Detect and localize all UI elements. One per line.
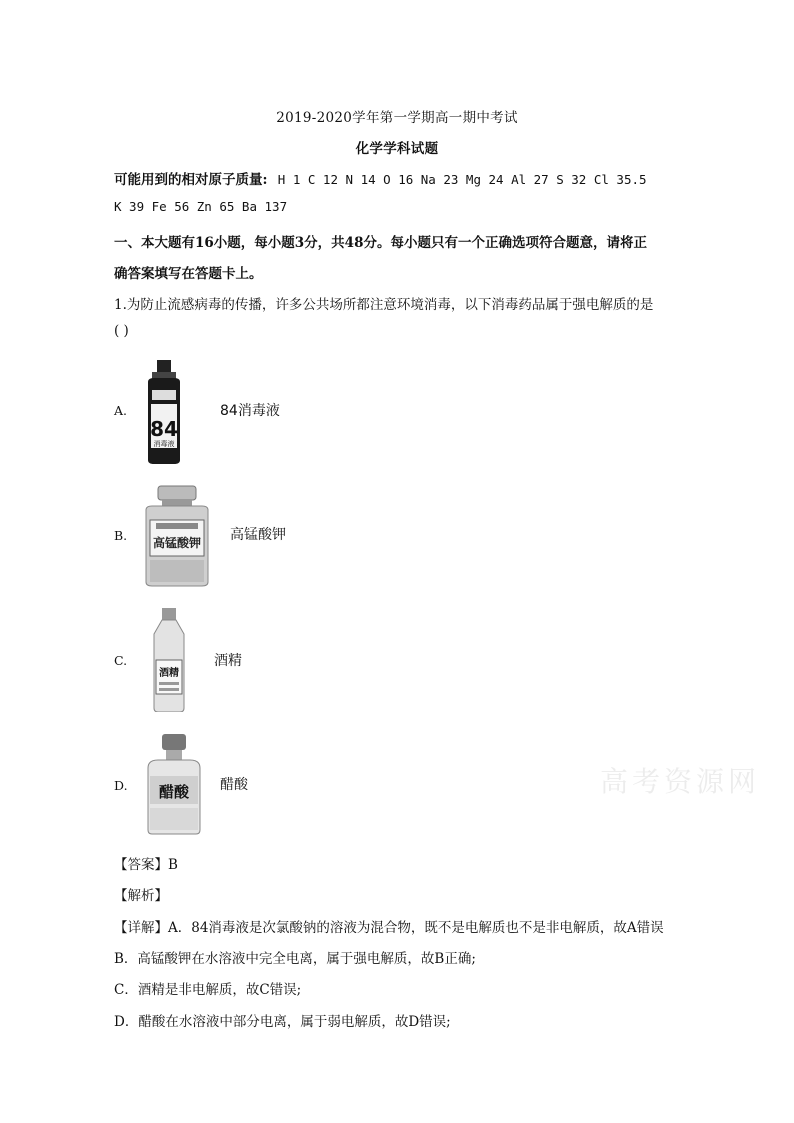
reagent-jar-icon bbox=[140, 484, 214, 588]
option-d-image bbox=[140, 732, 208, 840]
analysis-line-3: C．酒精是非电解质，故C错误; bbox=[114, 982, 302, 998]
option-a-letter: A. bbox=[114, 403, 128, 418]
option-c-image bbox=[140, 608, 198, 716]
reagent-bottle-icon bbox=[140, 732, 208, 836]
section-heading-line-2: 确答案填写在答题卡上。 bbox=[114, 266, 263, 282]
option-c-letter: C. bbox=[114, 653, 128, 668]
bleach-bottle-label: 84 bbox=[150, 417, 178, 441]
option-d-letter: D. bbox=[114, 778, 128, 793]
option-a-image bbox=[140, 360, 188, 470]
reagent-bottle-label: 醋酸 bbox=[158, 783, 190, 801]
option-c-label: 酒精 bbox=[214, 653, 242, 669]
bleach-bottle-icon bbox=[140, 360, 188, 466]
watermark: 高考资源网 bbox=[600, 765, 761, 798]
analysis-title: 【解析】 bbox=[114, 888, 168, 904]
alcohol-bottle-icon bbox=[140, 608, 198, 712]
option-d-label: 醋酸 bbox=[220, 777, 248, 793]
question-stem: 1.为防止流感病毒的传播，许多公共场所都注意环境消毒，以下消毒药品属于强电解质的是 bbox=[114, 297, 654, 313]
analysis-line-4: D．醋酸在水溶液中部分电离，属于弱电解质，故D错误; bbox=[114, 1014, 451, 1030]
atomic-mass-label: 可能用到的相对原子质量: bbox=[114, 172, 268, 188]
alcohol-bottle-label: 酒精 bbox=[159, 668, 179, 679]
section-heading-line-1: 一、本大题有16小题，每小题3分，共48分。每小题只有一个正确选项符合题意，请将正 bbox=[114, 235, 647, 251]
option-b-image bbox=[140, 484, 214, 592]
option-b-label: 高锰酸钾 bbox=[230, 527, 286, 543]
atomic-mass-values-1: H 1 C 12 N 14 O 16 Na 23 Mg 24 Al 27 S 32 Cl 35.5 bbox=[277, 172, 647, 187]
option-b-letter: B. bbox=[114, 528, 128, 543]
bleach-bottle-sublabel: 消毒液 bbox=[153, 440, 175, 448]
exam-title: 2019-2020学年第一学期高一期中考试 bbox=[276, 110, 518, 126]
option-a-label: 84消毒液 bbox=[220, 403, 280, 419]
analysis-line-2: B．高锰酸钾在水溶液中完全电离，属于强电解质，故B正确; bbox=[114, 951, 476, 967]
reagent-jar-label: 高锰酸钾 bbox=[152, 536, 202, 550]
atomic-mass-line-1 bbox=[114, 168, 647, 188]
answer-line: 【答案】B bbox=[114, 857, 178, 873]
exam-subtitle: 化学学科试题 bbox=[355, 141, 439, 157]
answer-blank: ( ) bbox=[114, 323, 129, 339]
analysis-line-1: 【详解】A．84消毒液是次氯酸钠的溶液为混合物，既不是电解质也不是非电解质，故A错误 bbox=[114, 920, 664, 936]
atomic-mass-values-2: K 39 Fe 56 Zn 65 Ba 137 bbox=[114, 199, 288, 214]
